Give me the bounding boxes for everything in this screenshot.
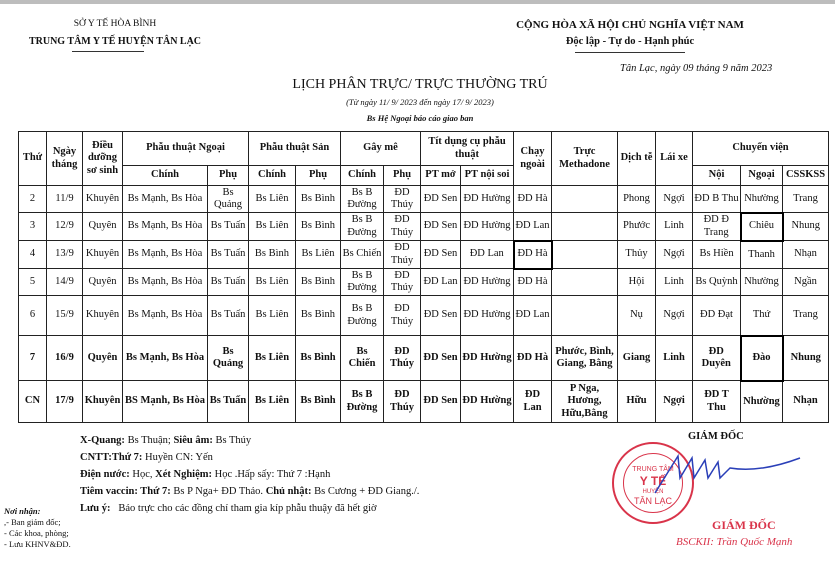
- doc-report-note: Bs Hệ Ngoại báo cáo giao ban: [366, 113, 474, 123]
- label: Xét Nghiệm:: [155, 469, 212, 480]
- stamp-text: Y TẾ: [639, 474, 667, 488]
- value: Học,: [129, 469, 156, 480]
- table-cell: ĐD Sen: [421, 213, 461, 241]
- value: Bs Cương + ĐD Giang./.: [311, 486, 420, 497]
- header-phu: Phụ: [296, 166, 341, 186]
- table-cell: Bs Quảng: [208, 336, 249, 381]
- value: Bs Thúy: [212, 435, 252, 446]
- table-cell: ĐD Hường: [461, 269, 514, 296]
- stamp-text: TÂN LẠC: [633, 496, 672, 506]
- table-cell: Ngợi: [656, 241, 693, 269]
- table-cell: Nhường: [741, 186, 783, 213]
- label: Tiêm vaccin: Thứ 7:: [80, 486, 171, 497]
- table-cell: Phong: [618, 186, 656, 213]
- header-pt-san: Phẫu thuật Sản: [249, 132, 341, 166]
- national-title: CỘNG HÒA XÃ HỘI CHỦ NGHĨA VIỆT NAM: [516, 19, 744, 31]
- table-cell: Ngợi: [656, 381, 693, 423]
- header-chinh: Chính: [341, 166, 384, 186]
- table-cell: Bs Tuấn: [208, 241, 249, 269]
- table-cell: Bs Bình: [296, 186, 341, 213]
- table-cell: Nhung: [783, 336, 829, 381]
- header-chinh: Chính: [249, 166, 296, 186]
- table-cell: Trang: [783, 296, 829, 336]
- table-cell: Khuyên: [83, 241, 123, 269]
- stamp-text: TRUNG TÂM: [632, 466, 674, 473]
- table-cell: Bs Liên: [296, 241, 341, 269]
- table-cell: Bs Tuấn: [208, 381, 249, 423]
- table-cell: Bs Liên: [249, 381, 296, 423]
- recipients-title: Nơi nhận:: [4, 506, 41, 516]
- table-cell: ĐD Thúy: [384, 213, 421, 241]
- table-cell: ĐD Hà: [514, 336, 552, 381]
- table-cell: Nhường: [741, 269, 783, 296]
- table-cell: Ngợi: [656, 296, 693, 336]
- table-cell: Khuyên: [83, 186, 123, 213]
- table-cell: ĐD Lan: [514, 296, 552, 336]
- national-motto: Độc lập - Tự do - Hạnh phúc: [565, 36, 695, 47]
- note-luu-y: [80, 500, 419, 517]
- header-ngoai: Ngoại: [741, 166, 783, 186]
- table-cell: Nhạn: [783, 381, 829, 423]
- header-dich-te: Dịch tễ: [618, 132, 656, 186]
- table-cell: 17/9: [47, 381, 83, 423]
- table-row: [19, 241, 829, 269]
- doc-period: (Từ ngày 11/ 9/ 2023 đến ngày 17/ 9/ 2023): [346, 97, 494, 107]
- table-cell: Bs Liên: [249, 336, 296, 381]
- org-name: SỞ Y TẾ HÒA BÌNH: [73, 19, 157, 29]
- table-cell: 4: [19, 241, 47, 269]
- note-vaccin: [80, 483, 419, 500]
- table-cell: Bs Quỳnh: [693, 269, 741, 296]
- table-cell: ĐD Sen: [421, 381, 461, 423]
- table-cell: Đào: [741, 336, 783, 381]
- table-cell: ĐD T Thu: [693, 381, 741, 423]
- table-cell: ĐD Lan: [514, 381, 552, 423]
- table-cell: Hội: [618, 269, 656, 296]
- table-cell: ĐD Hường: [461, 381, 514, 423]
- table-cell: [552, 296, 618, 336]
- signature-title: GIÁM ĐỐC: [688, 431, 744, 442]
- table-cell: ĐD Thúy: [384, 296, 421, 336]
- table-cell: ĐD Thúy: [384, 336, 421, 381]
- table-cell: Quyên: [83, 336, 123, 381]
- table-cell: Bs Tuấn: [208, 269, 249, 296]
- table-cell: Bs Bình: [249, 241, 296, 269]
- table-cell: ĐD Hà: [514, 269, 552, 296]
- table-cell: Linh: [656, 213, 693, 241]
- table-cell: ĐD Hường: [461, 186, 514, 213]
- table-row: [19, 381, 829, 423]
- table-cell: ĐD Thúy: [384, 269, 421, 296]
- recipients: [4, 506, 71, 550]
- header-phu: Phụ: [208, 166, 249, 186]
- table-cell: Ngợi: [656, 186, 693, 213]
- label: CNTT:Thứ 7:: [80, 452, 143, 463]
- table-cell: Nhung: [783, 213, 829, 241]
- table-cell: BS Mạnh, Bs Hòa: [123, 381, 208, 423]
- header-chinh: Chính: [123, 166, 208, 186]
- table-cell: 5: [19, 269, 47, 296]
- table-cell: Chiêu: [741, 213, 783, 241]
- label: X-Quang:: [80, 435, 125, 446]
- recipient-item: - Lưu KHNV&ĐD.: [4, 539, 71, 549]
- date-line: Tân Lạc, ngày 09 tháng 9 năm 2023: [620, 63, 773, 74]
- table-cell: 11/9: [47, 186, 83, 213]
- header-gay-me: Gây mê: [341, 132, 421, 166]
- table-cell: ĐD Hà: [514, 186, 552, 213]
- table-cell: Bs Hiền: [693, 241, 741, 269]
- table-cell: Bs Mạnh, Bs Hòa: [123, 269, 208, 296]
- duty-schedule-table: [18, 131, 829, 423]
- table-cell: ĐD Thúy: [384, 381, 421, 423]
- label: Chủ nhật:: [265, 486, 312, 497]
- table-cell: [552, 186, 618, 213]
- header-csskss: CSSKSS: [783, 166, 829, 186]
- header-pt-mo: PT mở: [421, 166, 461, 186]
- header-phu: Phụ: [384, 166, 421, 186]
- recipient-item: - Các khoa, phòng;: [4, 528, 69, 538]
- table-cell: Nhường: [741, 381, 783, 423]
- label: Điện nước:: [80, 469, 130, 480]
- table-cell: Bs Chiến: [341, 336, 384, 381]
- table-cell: Bs B Đường: [341, 269, 384, 296]
- table-cell: Bs Liên: [249, 296, 296, 336]
- table-cell: 6: [19, 296, 47, 336]
- note-xquang: [80, 432, 419, 449]
- table-cell: 13/9: [47, 241, 83, 269]
- table-cell: 3: [19, 213, 47, 241]
- table-row: [19, 336, 829, 381]
- table-cell: Phước: [618, 213, 656, 241]
- table-cell: Hữu: [618, 381, 656, 423]
- table-cell: Thủy: [618, 241, 656, 269]
- table-cell: ĐD Lan: [421, 269, 461, 296]
- header-noi: Nội: [693, 166, 741, 186]
- header-methadone: Trực Methadone: [552, 132, 618, 186]
- table-cell: ĐD Hường: [461, 213, 514, 241]
- stamp-text: HUYỆN: [642, 489, 664, 495]
- doc-title: LỊCH PHÂN TRỰC/ TRỰC THƯỜNG TRÚ: [292, 77, 548, 92]
- label: Lưu ý:: [80, 503, 111, 514]
- stamp-signer-title: GIÁM ĐỐC: [712, 518, 776, 532]
- table-cell: Bs Mạnh, Bs Hòa: [123, 336, 208, 381]
- value: Bs Thuận;: [124, 435, 174, 446]
- header-tit: Tít dụng cụ phẫu thuật: [421, 132, 514, 166]
- table-cell: Bs Bình: [296, 296, 341, 336]
- header-thu: Thứ: [19, 132, 47, 186]
- divider: [575, 52, 685, 53]
- table-cell: [552, 241, 618, 269]
- table-cell: CN: [19, 381, 47, 423]
- header-lai-xe: Lái xe: [656, 132, 693, 186]
- table-cell: ĐD Đạt: [693, 296, 741, 336]
- table-cell: 2: [19, 186, 47, 213]
- table-cell: Bs Bình: [296, 269, 341, 296]
- handwritten-signature: [650, 448, 805, 498]
- table-cell: ĐD Sen: [421, 336, 461, 381]
- table-cell: Bs Mạnh, Bs Hòa: [123, 186, 208, 213]
- table-cell: [552, 213, 618, 241]
- table-cell: P Nga, Hương, Hữu,Bằng: [552, 381, 618, 423]
- header-dieu-duong: Điều dưỡng sơ sinh: [83, 132, 123, 186]
- table-cell: Bs Liên: [249, 213, 296, 241]
- header-chay-ngoai: Chạy ngoài: [514, 132, 552, 186]
- table-cell: ĐD Sen: [421, 241, 461, 269]
- table-cell: Bs Liên: [249, 186, 296, 213]
- table-row: [19, 296, 829, 336]
- header-pt-ngoai: Phẫu thuật Ngoại: [123, 132, 249, 166]
- table-cell: ĐD Hường: [461, 336, 514, 381]
- table-cell: ĐD Hà: [514, 241, 552, 269]
- table-cell: ĐD Thúy: [384, 186, 421, 213]
- table-row: [19, 186, 829, 213]
- header-chuyen-vien: Chuyển viện: [693, 132, 829, 166]
- table-cell: Bs Chiến: [341, 241, 384, 269]
- table-cell: Bs B Đường: [341, 381, 384, 423]
- table-cell: 7: [19, 336, 47, 381]
- table-cell: 16/9: [47, 336, 83, 381]
- table-cell: Linh: [656, 336, 693, 381]
- value: Học .Hấp sấy: Thứ 7 :Hạnh: [211, 469, 331, 480]
- table-cell: Khuyên: [83, 296, 123, 336]
- table-body: [19, 186, 829, 423]
- value: Báo trực cho các đồng chí tham gia kíp phẫu thuậy đã hết giờ: [110, 503, 377, 514]
- table-cell: 12/9: [47, 213, 83, 241]
- table-row: [19, 213, 829, 241]
- note-dien-nuoc: [80, 466, 419, 483]
- signer-name: BSCKII: Trần Quốc Mạnh: [676, 536, 793, 548]
- unit-name: TRUNG TÂM Y TẾ HUYỆN TÂN LẠC: [28, 36, 202, 47]
- header-ngay: Ngày tháng: [47, 132, 83, 186]
- table-cell: Quyên: [83, 213, 123, 241]
- table-cell: 15/9: [47, 296, 83, 336]
- table-cell: ĐD Sen: [421, 186, 461, 213]
- table-row: [19, 269, 829, 296]
- table-cell: Quyên: [83, 269, 123, 296]
- table-cell: Bs Bình: [296, 213, 341, 241]
- table-cell: Nụ: [618, 296, 656, 336]
- table-cell: ĐD Lan: [461, 241, 514, 269]
- table-cell: ĐD Duyên: [693, 336, 741, 381]
- table-cell: ĐD Lan: [514, 213, 552, 241]
- table-cell: Bs B Đường: [341, 186, 384, 213]
- table-cell: ĐD Thúy: [384, 241, 421, 269]
- table-cell: Bs Mạnh, Bs Hòa: [123, 296, 208, 336]
- label: Siêu âm:: [173, 435, 213, 446]
- recipient-item: ,- Ban giám đốc;: [4, 517, 61, 527]
- table-cell: Phước, Bình, Giang, Bằng: [552, 336, 618, 381]
- divider: [72, 51, 144, 52]
- table-cell: Bs Mạnh, Bs Hòa: [123, 241, 208, 269]
- table-cell: Bs B Đường: [341, 296, 384, 336]
- table-cell: 14/9: [47, 269, 83, 296]
- table-cell: Bs Tuấn: [208, 213, 249, 241]
- table-cell: Thứ: [741, 296, 783, 336]
- table-cell: Bs Tuấn: [208, 296, 249, 336]
- table-cell: Khuyên: [83, 381, 123, 423]
- table-cell: Bs Quảng: [208, 186, 249, 213]
- table-cell: ĐD Đ Trang: [693, 213, 741, 241]
- window-top-border: [0, 0, 835, 4]
- value: Bs P Nga+ ĐD Thảo.: [170, 486, 266, 497]
- table-cell: Bs B Đường: [341, 213, 384, 241]
- notes: [80, 432, 419, 517]
- table-cell: Ngần: [783, 269, 829, 296]
- table-cell: Bs Bình: [296, 381, 341, 423]
- note-cntt: [80, 449, 419, 466]
- table-cell: Trang: [783, 186, 829, 213]
- table-cell: ĐD Hường: [461, 296, 514, 336]
- table-cell: Bs Bình: [296, 336, 341, 381]
- table-cell: ĐD B Thu: [693, 186, 741, 213]
- table-cell: Thanh: [741, 241, 783, 269]
- table-cell: ĐD Sen: [421, 296, 461, 336]
- table-cell: Linh: [656, 269, 693, 296]
- table-cell: Giang: [618, 336, 656, 381]
- value: Huyền CN: Yến: [142, 452, 213, 463]
- header-pt-noi-soi: PT nội soi: [461, 166, 514, 186]
- table-cell: Nhạn: [783, 241, 829, 269]
- table-cell: Bs Mạnh, Bs Hòa: [123, 213, 208, 241]
- table-cell: [552, 269, 618, 296]
- table-cell: Bs Liên: [249, 269, 296, 296]
